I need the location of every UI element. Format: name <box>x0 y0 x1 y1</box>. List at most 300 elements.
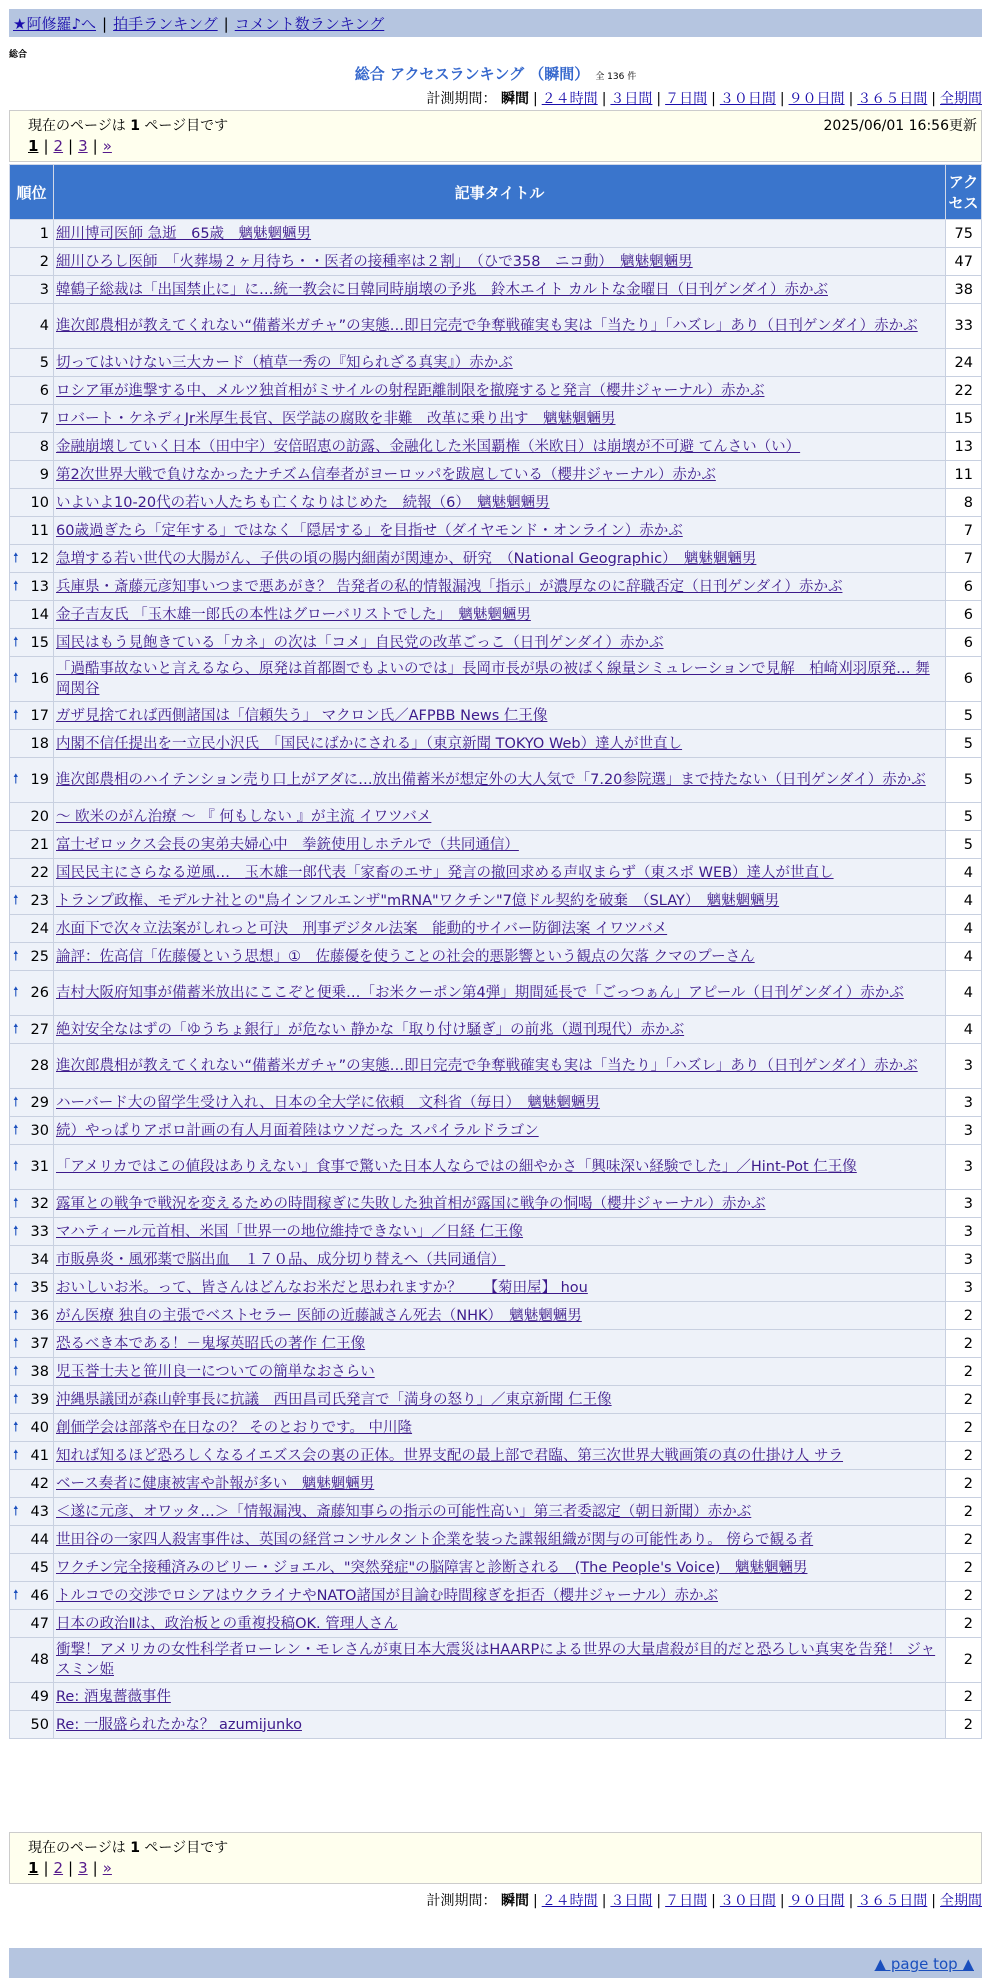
access-count: 4 <box>946 887 982 915</box>
table-row <box>10 517 982 545</box>
title-cell <box>54 1330 946 1358</box>
article-link[interactable]: 「過酷事故ないと言えるなら、原発は首都圏でもよいのでは」長岡市長が県の被ばく線量シミュレーションで見解 柏崎刈羽原発… 舞岡関谷 <box>56 661 930 697</box>
rank-number: 18 <box>30 735 49 752</box>
rank-number: 10 <box>30 494 49 511</box>
article-link[interactable]: 富士ゼロックス会長の実弟夫婦心中 拳銃使用しホテルで（共同通信） <box>56 836 519 853</box>
rank-number: 3 <box>39 281 49 298</box>
separator: | <box>711 1893 716 1909</box>
title-cell <box>54 405 946 433</box>
rank-cell <box>10 1117 54 1145</box>
top-links <box>13 13 384 34</box>
article-link[interactable]: 細川ひろし医師 「火葬場２ヶ月待ち・・医者の接種率は２割」 （ひで358 ニコ動） 魑魅魍魎男 <box>56 253 693 270</box>
rank-number: 47 <box>30 1615 49 1632</box>
rank-number: 32 <box>30 1195 49 1212</box>
period-link[interactable]: ３０日間 <box>719 91 776 107</box>
rank-up-arrow-icon: 🠕 <box>13 550 19 566</box>
rank-cell <box>10 1414 54 1442</box>
rank-number: 31 <box>30 1159 49 1175</box>
rank-number: 9 <box>39 466 49 483</box>
applause-ranking-link[interactable]: 拍手ランキング <box>113 15 218 33</box>
title-line <box>0 63 991 84</box>
access-count: 3 <box>946 1246 982 1274</box>
table-row <box>10 1711 982 1739</box>
category-label: 総合 <box>9 50 28 60</box>
article-link[interactable]: 日本の政治Ⅱは、政治板との重複投稿OK. 管理人さん <box>56 1615 398 1632</box>
table-row <box>10 1117 982 1145</box>
access-count: 4 <box>946 1016 982 1044</box>
table-row <box>10 702 982 730</box>
article-link[interactable]: 絶対安全なはずの「ゆうちょ銀行」が危ない 静かな「取り付け騒ぎ」の前兆（週刊現代）赤かぶ <box>56 1021 685 1038</box>
article-link[interactable]: マハティール元首相、米国「世界一の地位維持できない」／日経 仁王像 <box>56 1223 524 1240</box>
article-link[interactable]: 児玉誉士夫と笹川良一についての簡単なおさらい <box>56 1363 375 1380</box>
separator: | <box>68 137 74 155</box>
title-cell <box>54 601 946 629</box>
access-count: 22 <box>946 377 982 405</box>
rank-number: 8 <box>39 438 49 455</box>
title-cell <box>54 545 946 573</box>
rank-cell <box>10 1610 54 1638</box>
period-link[interactable]: ２４時間 <box>541 91 598 107</box>
rank-cell <box>10 220 54 248</box>
access-count: 13 <box>946 433 982 461</box>
title-cell <box>54 1089 946 1117</box>
article-link[interactable]: ＜遂に元彦、オワッタ…＞「情報漏洩、斎藤知事らの指示の可能性高い」第三者委認定（朝日新聞）赤かぶ <box>56 1503 752 1520</box>
article-link[interactable]: 吉村大阪府知事が備蓄米放出にここぞと便乗…「お米クーポン第4弾」期間延長で「ごっつぁん」アピール（日刊ゲンダイ）赤かぶ <box>56 985 904 1001</box>
article-link[interactable]: Re: 一服盛られたかな？ azumijunko <box>56 1716 302 1733</box>
rank-number: 40 <box>30 1419 49 1436</box>
page-link[interactable]: » <box>102 137 112 155</box>
rank-up-arrow-icon: 🠕 <box>13 1503 19 1519</box>
table-row <box>10 220 982 248</box>
title-cell <box>54 1145 946 1190</box>
table-row <box>10 1554 982 1582</box>
article-link[interactable]: 兵庫県・斎藤元彦知事いつまで悪あがき？ 告発者の私的情報漏洩「指示」が濃厚なのに辞職否定（日刊ゲンダイ）赤かぶ <box>56 578 843 595</box>
table-row <box>10 943 982 971</box>
rank-number: 1 <box>39 225 49 242</box>
title-cell <box>54 1554 946 1582</box>
article-link[interactable]: 論評：佐高信「佐藤優という思想」① 佐藤優を使うことの社会的悪影響という観点の欠落 クマのプーさん <box>56 948 755 965</box>
rank-cell <box>10 489 54 517</box>
rank-cell <box>10 601 54 629</box>
rank-up-arrow-icon: 🠕 <box>13 1021 19 1037</box>
article-link[interactable]: ～ 欧米のがん治療 ～ 『 何もしない 』が主流 イワツバメ <box>56 808 432 825</box>
comment-ranking-link[interactable]: コメント数ランキング <box>234 15 385 33</box>
rank-cell <box>10 1016 54 1044</box>
table-row <box>10 887 982 915</box>
rank-number: 5 <box>39 354 49 371</box>
article-link[interactable]: 進次郎農相のハイテンション売り口上がアダに…放出備蓄米が想定外の大人気で「7.20参院選」まで持たない（日刊ゲンダイ）赤かぶ <box>56 772 926 788</box>
page-top-link[interactable]: ▲ page top ▲ <box>874 1955 974 1973</box>
separator: | <box>43 137 49 155</box>
article-link[interactable]: ベース奏者に健康被害や訃報が多い 魑魅魍魎男 <box>56 1475 375 1492</box>
rank-up-arrow-icon: 🠕 <box>13 1447 19 1463</box>
access-count: 6 <box>946 573 982 601</box>
rank-cell <box>10 461 54 489</box>
rank-number: 22 <box>30 864 49 881</box>
access-count: 5 <box>946 702 982 730</box>
table-row <box>10 573 982 601</box>
access-count: 5 <box>946 730 982 758</box>
rank-up-arrow-icon: 🠕 <box>13 1159 19 1174</box>
period-link[interactable]: 全期間 <box>940 91 982 107</box>
rank-cell <box>10 1302 54 1330</box>
pagination <box>28 137 112 155</box>
title-cell <box>54 758 946 803</box>
rank-cell <box>10 915 54 943</box>
period-link[interactable]: 全期間 <box>940 1893 982 1909</box>
table-row <box>10 349 982 377</box>
period-label: 計測期間： <box>426 91 497 107</box>
article-link[interactable]: おいしいお米。って、皆さんはどんなお米だと思われますか？ 【菊田屋】 hou <box>56 1279 588 1296</box>
title-cell <box>54 377 946 405</box>
article-link[interactable]: 水面下で次々立法案がしれっと可決 刑事デジタル法案 能動的サイバー防御法案 イワツバメ <box>56 920 668 937</box>
article-link[interactable]: 恐るべき本である！－鬼塚英昭氏の著作 仁王像 <box>56 1335 366 1352</box>
table-row <box>10 859 982 887</box>
title-cell <box>54 887 946 915</box>
rank-cell <box>10 831 54 859</box>
table-row <box>10 1044 982 1089</box>
rank-cell <box>10 1498 54 1526</box>
article-link[interactable]: 市販鼻炎・風邪薬で脳出血 １７０品、成分切り替えへ（共同通信） <box>56 1251 506 1268</box>
rank-cell <box>10 1711 54 1739</box>
title-cell <box>54 349 946 377</box>
table-row <box>10 971 982 1016</box>
rank-up-arrow-icon: 🠕 <box>13 1195 19 1211</box>
access-count: 5 <box>946 831 982 859</box>
table-row <box>10 1526 982 1554</box>
rank-number: 42 <box>30 1475 49 1492</box>
period-link[interactable]: ９０日間 <box>788 91 845 107</box>
rank-cell <box>10 1358 54 1386</box>
access-count: 4 <box>946 943 982 971</box>
rank-number: 13 <box>30 578 49 595</box>
rank-cell <box>10 1386 54 1414</box>
rank-number: 2 <box>39 253 49 270</box>
table-row <box>10 276 982 304</box>
rank-cell <box>10 1470 54 1498</box>
title-header: 記事タイトル <box>54 165 946 220</box>
access-count: 11 <box>946 461 982 489</box>
access-count: 7 <box>946 545 982 573</box>
separator: | <box>102 15 108 33</box>
table-row <box>10 461 982 489</box>
access-count: 2 <box>946 1554 982 1582</box>
rank-number: 49 <box>30 1688 49 1705</box>
title-cell <box>54 1044 946 1089</box>
title-cell <box>54 1610 946 1638</box>
access-count: 3 <box>946 1089 982 1117</box>
separator: | <box>931 1893 936 1909</box>
page-link[interactable]: » <box>102 1859 112 1877</box>
title-cell <box>54 859 946 887</box>
rank-number: 34 <box>30 1251 49 1268</box>
period-link[interactable]: ３日間 <box>610 91 653 107</box>
article-link[interactable]: 急増する若い世代の大腸がん、子供の頃の腸内細菌が関連か、研究 （National Geographic） 魑魅魍魎男 <box>56 550 757 567</box>
rank-number: 30 <box>30 1122 49 1139</box>
period-link[interactable]: ３６５日間 <box>857 1893 928 1909</box>
rank-cell <box>10 276 54 304</box>
rank-cell <box>10 943 54 971</box>
access-count: 3 <box>946 1145 982 1190</box>
period-link[interactable]: ２４時間 <box>541 1893 598 1909</box>
rank-number: 20 <box>30 808 49 825</box>
table-row <box>10 1498 982 1526</box>
article-link[interactable]: 進次郎農相が教えてくれない“備蓄米ガチャ”の実態…即日完売で争奪戦確実も実は「当たり」「ハズレ」あり（日刊ゲンダイ）赤かぶ <box>56 1058 918 1074</box>
rank-up-arrow-icon: 🠕 <box>13 1223 19 1239</box>
rank-cell <box>10 377 54 405</box>
title-cell <box>54 831 946 859</box>
rank-up-arrow-icon: 🠕 <box>13 1094 19 1110</box>
table-row <box>10 433 982 461</box>
page-link[interactable]: 2 <box>53 1859 64 1877</box>
article-link[interactable]: ロバート・ケネディJr米厚生長官、医学誌の腐敗を非難 改革に乗り出す 魑魅魍魎男 <box>56 410 616 427</box>
table-row <box>10 1683 982 1711</box>
title-cell <box>54 517 946 545</box>
rank-number: 24 <box>30 920 49 937</box>
separator: | <box>601 91 607 107</box>
access-count: 8 <box>946 489 982 517</box>
access-count: 7 <box>946 517 982 545</box>
article-link[interactable]: 国民民主にさらなる逆風… 玉木雄一郎代表「家畜のエサ」発言の撤回求める声収まらず（東スポ WEB）達人が世直し <box>56 864 834 881</box>
separator: | <box>532 91 538 107</box>
rank-number: 37 <box>30 1335 49 1352</box>
page-current: 1 <box>28 1859 39 1877</box>
pagination <box>28 1859 112 1877</box>
rank-number: 25 <box>30 948 49 965</box>
table-row <box>10 629 982 657</box>
article-link[interactable]: 金融崩壊していく日本（田中宇）安倍昭恵の訪露、金融化した米国覇権（米欧日）は崩壊が不可避 てんさい（い） <box>56 438 801 455</box>
rank-number: 33 <box>30 1223 49 1240</box>
rank-cell <box>10 248 54 276</box>
period-current: 瞬間 <box>500 91 529 107</box>
rank-cell <box>10 702 54 730</box>
title-cell <box>54 1414 946 1442</box>
title-cell <box>54 1358 946 1386</box>
rank-number: 28 <box>30 1058 49 1074</box>
title-cell <box>54 1190 946 1218</box>
ranking-table <box>9 164 982 1739</box>
rank-number: 4 <box>39 318 49 334</box>
access-count: 3 <box>946 1218 982 1246</box>
article-link[interactable]: 国民はもう見飽きている「カネ」の次は「コメ」自民党の改革ごっこ（日刊ゲンダイ）赤かぶ <box>56 634 664 651</box>
period-link[interactable]: ３日間 <box>610 1893 653 1909</box>
separator: | <box>656 91 662 107</box>
separator: | <box>532 1893 538 1909</box>
article-link[interactable]: 衝撃！アメリカの女性科学者ローレン・モレさんが東日本大震災はHAARPによる世界の大量虐殺が目的だと恐ろしい真実を告発！ ジャスミン姫 <box>56 1642 936 1678</box>
article-link[interactable]: ロシア軍が進撃する中、メルツ独首相がミサイルの射程距離制限を撤廃すると発言（櫻井ジャーナル）赤かぶ <box>56 382 765 399</box>
access-count: 47 <box>946 248 982 276</box>
rank-cell <box>10 517 54 545</box>
access-count: 3 <box>946 1044 982 1089</box>
page-link[interactable]: 2 <box>53 137 64 155</box>
rank-cell <box>10 304 54 349</box>
article-link[interactable]: 「アメリカではこの値段はありえない」食事で驚いた日本人ならではの細やかさ「興味深い経験でした」／Hint-Pot 仁王像 <box>56 1159 857 1175</box>
access-count: 2 <box>946 1498 982 1526</box>
rank-cell <box>10 1190 54 1218</box>
article-link[interactable]: Re: 酒鬼薔薇事件 <box>56 1688 171 1705</box>
article-link[interactable]: 第2次世界大戦で負けなかったナチズム信奉者がヨーロッパを跋扈している（櫻井ジャーナル）赤かぶ <box>56 466 716 483</box>
access-count: 4 <box>946 915 982 943</box>
article-link[interactable]: がん医療 独自の主張でベストセラー 医師の近藤誠さん死去（NHK） 魑魅魍魎男 <box>56 1307 582 1324</box>
title-cell <box>54 915 946 943</box>
separator: | <box>779 1893 785 1909</box>
table-row <box>10 377 982 405</box>
rank-up-arrow-icon: 🠕 <box>13 1335 19 1351</box>
rank-cell <box>10 1554 54 1582</box>
article-link[interactable]: 露軍との戦争で戦況を変えるための時間稼ぎに失敗した独首相が露国に戦争の恫喝（櫻井ジャーナル）赤かぶ <box>56 1195 766 1212</box>
page-link[interactable]: 3 <box>78 1859 88 1877</box>
title-cell <box>54 1274 946 1302</box>
rank-number: 27 <box>30 1021 49 1038</box>
access-count: 2 <box>946 1610 982 1638</box>
access-count: 2 <box>946 1638 982 1683</box>
period-selector-bottom <box>427 1890 982 1910</box>
rank-number: 17 <box>30 707 49 724</box>
article-link[interactable]: 内閣不信任提出を一立民小沢氏 「国民にばかにされる」（東京新聞 TOKYO Web）達人が世直し <box>56 735 683 752</box>
separator: | <box>223 15 229 33</box>
access-count: 6 <box>946 657 982 702</box>
period-current: 瞬間 <box>500 1893 529 1909</box>
access-count: 2 <box>946 1358 982 1386</box>
rank-number: 38 <box>30 1363 49 1380</box>
access-count: 6 <box>946 601 982 629</box>
rank-cell <box>10 803 54 831</box>
title-cell <box>54 220 946 248</box>
rank-cell <box>10 1330 54 1358</box>
title-cell <box>54 573 946 601</box>
separator: | <box>848 91 854 107</box>
article-link[interactable]: 進次郎農相が教えてくれない“備蓄米ガチャ”の実態…即日完売で争奪戦確実も実は「当たり」「ハズレ」あり（日刊ゲンダイ）赤かぶ <box>56 318 918 334</box>
period-label: 計測期間： <box>426 1893 497 1909</box>
rank-cell <box>10 1044 54 1089</box>
access-count: 38 <box>946 276 982 304</box>
article-link[interactable]: 世田谷の一家四人殺害事件は、英国の経営コンサルタント企業を装った諜報組織が関与の可能性あり。 傍らで観る者 <box>56 1531 814 1548</box>
access-count: 5 <box>946 803 982 831</box>
article-link[interactable]: いよいよ10-20代の若い人たちも亡くなりはじめた 続報（6） 魑魅魍魎男 <box>56 494 550 511</box>
table-row <box>10 601 982 629</box>
rank-up-arrow-icon: 🠕 <box>13 1122 19 1138</box>
table-row <box>10 831 982 859</box>
table-row <box>10 1414 982 1442</box>
access-count: 3 <box>946 1117 982 1145</box>
page-link[interactable]: 3 <box>78 137 88 155</box>
rank-up-arrow-icon: 🠕 <box>13 772 19 787</box>
updated-timestamp: 2025/06/01 16:56更新 <box>823 118 977 134</box>
access-count: 2 <box>946 1470 982 1498</box>
access-count: 24 <box>946 349 982 377</box>
table-row <box>10 1190 982 1218</box>
access-count: 2 <box>946 1414 982 1442</box>
title-cell <box>54 1498 946 1526</box>
title-cell <box>54 1302 946 1330</box>
rank-cell <box>10 1246 54 1274</box>
bottom-bar <box>9 1948 982 1978</box>
rank-number: 35 <box>30 1279 49 1296</box>
title-cell <box>54 1246 946 1274</box>
table-row <box>10 1330 982 1358</box>
title-cell <box>54 1683 946 1711</box>
title-cell <box>54 489 946 517</box>
rank-number: 46 <box>30 1587 49 1604</box>
separator: | <box>656 1893 662 1909</box>
rank-cell <box>10 1582 54 1610</box>
article-link[interactable]: 切ってはいけない三大カード（植草一秀の『知られざる真実』）赤かぶ <box>56 354 513 371</box>
table-row <box>10 1638 982 1683</box>
article-link[interactable]: トルコでの交渉でロシアはウクライナやNATO諸国が目論む時間稼ぎを拒否（櫻井ジャーナル）赤かぶ <box>56 1587 718 1604</box>
title-cell <box>54 248 946 276</box>
title-cell <box>54 730 946 758</box>
access-count: 2 <box>946 1442 982 1470</box>
article-link[interactable]: 金子吉友氏 「玉木雄一郎氏の本性はグローバリストでした」 魑魅魍魎男 <box>56 606 531 623</box>
article-link[interactable]: ハーバード大の留学生受け入れ、日本の全大学に依頼 文科省（毎日） 魑魅魍魎男 <box>56 1094 600 1111</box>
rank-header: 順位 <box>10 165 54 220</box>
table-row <box>10 803 982 831</box>
period-link[interactable]: ９０日間 <box>788 1893 845 1909</box>
article-link[interactable]: 創価学会は部落や在日なの？ そのとおりです。 中川隆 <box>56 1419 413 1436</box>
current-page-text: 現在のページは 1 ページ目です <box>28 118 229 134</box>
table-row <box>10 1145 982 1190</box>
rank-cell <box>10 887 54 915</box>
article-link[interactable]: ガザ見捨てれば西側諸国は「信頼失う」 マクロン氏／AFPBB News 仁王像 <box>56 707 548 724</box>
rank-cell <box>10 758 54 803</box>
period-link[interactable]: ３０日間 <box>719 1893 776 1909</box>
article-link[interactable]: 続）やっぱりアポロ計画の有人月面着陸はウソだった スパイラルドラゴン <box>56 1122 539 1139</box>
title-cell <box>54 1582 946 1610</box>
table-row <box>10 1442 982 1470</box>
separator: | <box>92 1859 98 1877</box>
total-count: 全 136 件 <box>595 72 637 82</box>
title-cell <box>54 1442 946 1470</box>
article-link[interactable]: 沖縄県議団が森山幹事長に抗議 西田昌司氏発言で「満身の怒り」／東京新聞 仁王像 <box>56 1391 612 1408</box>
rank-number: 19 <box>30 772 49 788</box>
rank-cell <box>10 1442 54 1470</box>
period-link[interactable]: ７日間 <box>665 1893 708 1909</box>
title-cell <box>54 657 946 702</box>
table-row <box>10 1016 982 1044</box>
home-link[interactable]: ★阿修羅♪へ <box>13 15 97 33</box>
rank-number: 29 <box>30 1094 49 1111</box>
access-count: 2 <box>946 1386 982 1414</box>
title-cell <box>54 803 946 831</box>
title-cell <box>54 1638 946 1683</box>
access-count: 3 <box>946 1190 982 1218</box>
rank-cell <box>10 1683 54 1711</box>
rank-up-arrow-icon: 🠕 <box>13 578 19 594</box>
article-link[interactable]: 韓鶴子総裁は「出国禁止に」に…統一教会に日韓同時崩壊の予兆 鈴木エイト カルトな金曜日（日刊ゲンダイ）赤かぶ <box>56 281 828 298</box>
separator: | <box>779 91 785 107</box>
page-info-top <box>9 110 982 162</box>
rank-up-arrow-icon: 🠕 <box>13 1363 19 1379</box>
separator: | <box>601 1893 607 1909</box>
article-link[interactable]: 60歳過ぎたら「定年する」ではなく「隠居する」を目指せ（ダイヤモンド・オンライン）赤かぶ <box>56 522 683 539</box>
article-link[interactable]: 細川博司医師 急逝 65歳 魑魅魍魎男 <box>56 225 312 242</box>
title-cell <box>54 702 946 730</box>
article-link[interactable]: トランプ政権、モデルナ社との"鳥インフルエンザ"mRNA"ワクチン"7億ドル契約を破棄 （SLAY） 魑魅魍魎男 <box>56 892 780 909</box>
rank-up-arrow-icon: 🠕 <box>13 1391 19 1407</box>
rank-cell <box>10 1145 54 1190</box>
article-link[interactable]: 知れば知るほど恐ろしくなるイエズス会の裏の正体。世界支配の最上部で君臨、第三次世界大戦画策の真の仕掛け人 サラ <box>56 1447 844 1464</box>
rank-up-arrow-icon: 🠕 <box>13 1279 19 1295</box>
rank-cell <box>10 405 54 433</box>
period-link[interactable]: ３６５日間 <box>857 91 928 107</box>
rank-number: 26 <box>30 985 49 1001</box>
table-row <box>10 1274 982 1302</box>
article-link[interactable]: ワクチン完全接種済みのビリー・ジョエル、"突然発症"の脳障害と診断される (The People's Voice) 魑魅魍魎男 <box>56 1559 808 1576</box>
separator: | <box>711 91 716 107</box>
title-cell <box>54 1218 946 1246</box>
title-cell <box>54 433 946 461</box>
period-link[interactable]: ７日間 <box>665 91 708 107</box>
